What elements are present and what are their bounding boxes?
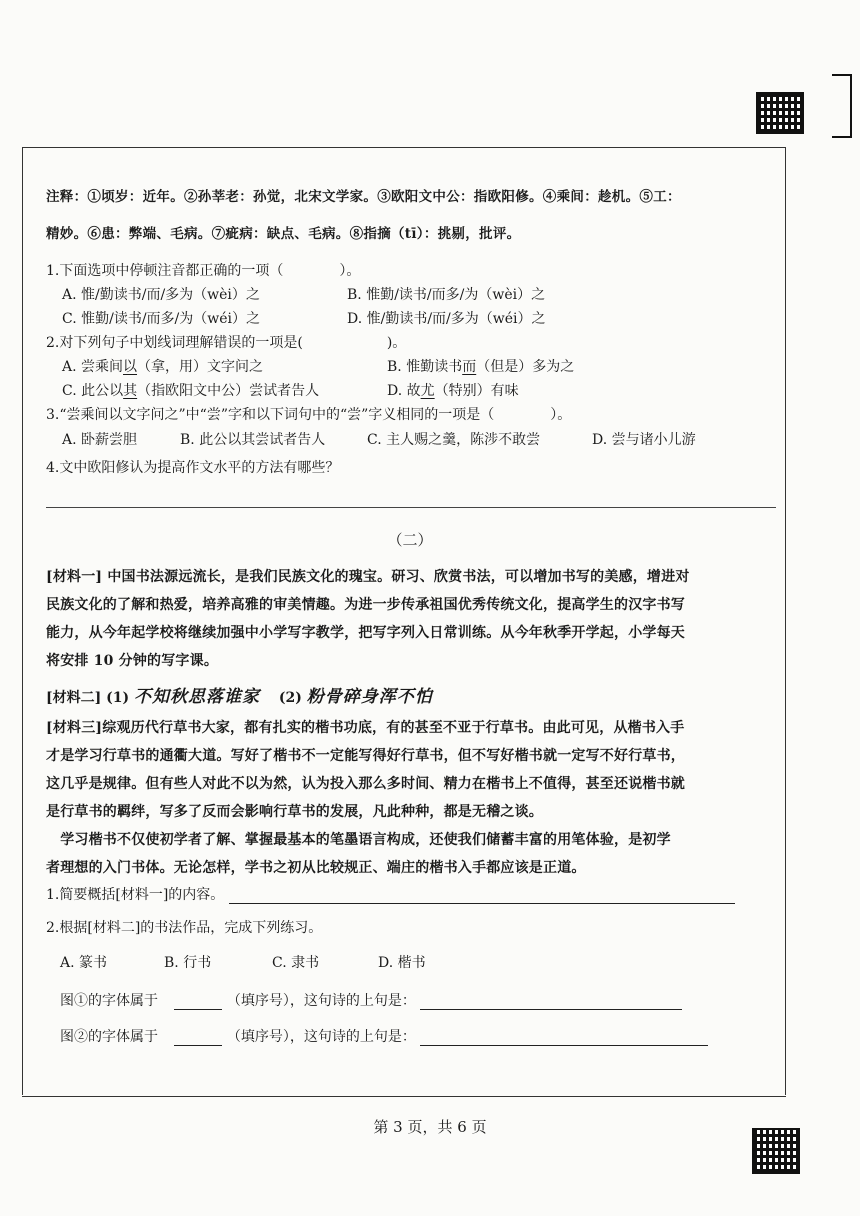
- notes-line-1: 注释：①顷岁：近年。②孙莘老：孙觉，北宋文学家。③欧阳文中公：指欧阳修。④乘间：趁机。⑤工：: [46, 189, 681, 205]
- underlined-word: 而: [462, 359, 477, 375]
- material-3-line-4: 是行草书的羁绊，写多了反而会影响行草书的发展，凡此种种，都是无稽之谈。: [46, 804, 543, 820]
- barcode-top-right: [756, 92, 804, 134]
- answer-blank[interactable]: [420, 1031, 708, 1046]
- question-1-option-a: A. 惟/勤读书/而/多为（wèi）之: [62, 287, 260, 303]
- question-3-option-b: B. 此公以其尝试者告人: [180, 432, 326, 448]
- material-2-index: (2): [278, 690, 302, 706]
- answer-blank[interactable]: [174, 1031, 222, 1046]
- material-2-label: [材料二] (1): [46, 690, 130, 706]
- option-text: （特别）有味: [434, 383, 519, 399]
- section-divider: [46, 507, 776, 508]
- s2-question-2-option-b: B. 行书: [164, 955, 212, 971]
- s2-question-2-stem: 2.根据[材料二]的书法作品，完成下列练习。: [46, 920, 323, 936]
- question-1-option-c: C. 惟勤/读书/而多/为（wéi）之: [62, 311, 261, 327]
- notes-line-2: 精妙。⑥患：弊端、毛病。⑦疵病：缺点、毛病。⑧指摘（tī）：挑剔，批评。: [46, 226, 521, 242]
- material-1-line-2: 民族文化的了解和热爱，培养高雅的审美情趣。为进一步传承祖国优秀传统文化，提高学生的汉字书写: [46, 597, 685, 613]
- figure-2-prompt: 图②的字体属于: [60, 1029, 158, 1045]
- material-3-line-2: 才是学习行草书的通衢大道。写好了楷书不一定能写得好行草书，但不写好楷书就一定写不好行草书，: [46, 748, 685, 764]
- question-4-stem: 4.文中欧阳修认为提高作文水平的方法有哪些？: [46, 460, 340, 476]
- question-1-stem: 1.下面选项中停顿注音都正确的一项（ ）。: [46, 263, 361, 279]
- figure-1-prompt: 图①的字体属于: [60, 993, 158, 1009]
- s2-question-2-option-a: A. 篆书: [60, 955, 108, 971]
- question-1-option-d: D. 惟/勤读书/而/多为（wéi）之: [347, 311, 546, 327]
- question-3-option-c: C. 主人赐之羹，陈涉不敢尝: [367, 432, 541, 448]
- option-text: C. 此公以: [62, 383, 124, 399]
- material-1-line-4: 将安排 10 分钟的写字课。: [46, 653, 219, 669]
- question-2-option-c: [62, 380, 319, 400]
- question-2-option-d: [387, 380, 519, 400]
- answer-blank[interactable]: [420, 995, 682, 1010]
- calligraphy-2: 粉骨碎身浑不怕: [306, 687, 433, 707]
- s2-question-1: [46, 884, 735, 904]
- question-2-option-b: [387, 356, 574, 376]
- option-text: （但是）多为之: [476, 359, 575, 375]
- question-3-option-a: A. 卧薪尝胆: [62, 432, 138, 448]
- calligraphy-1: 不知秋思落谁家: [134, 687, 260, 707]
- option-text: D. 故: [387, 383, 421, 399]
- underlined-word: 其: [123, 383, 138, 399]
- figure-2-row: [60, 1026, 708, 1046]
- material-3-line-3: 这几乎是规律。但有些人对此不以为然，认为投入那么多时间、精力在楷书上不值得，甚至还说楷书就: [46, 776, 685, 792]
- material-2-row: [46, 682, 433, 707]
- question-2-option-a: [62, 356, 263, 376]
- option-text: B. 惟勤读书: [387, 359, 463, 375]
- question-3-stem: 3.“尝乘间以文字问之”中“尝”字和以下词句中的“尝”字义相同的一项是（ ）。: [46, 407, 572, 423]
- material-1-line-3: 能力，从今年起学校将继续加强中小学写字教学，把写字列入日常训练。从今年秋季开学起，小学每天: [46, 625, 685, 641]
- question-3-option-d: D. 尝与诸小儿游: [592, 432, 696, 448]
- s2-question-1-stem: 1.简要概括[材料一]的内容。: [46, 887, 225, 903]
- option-text: （指欧阳文中公）尝试者告人: [137, 383, 320, 399]
- underlined-word: 以: [123, 359, 138, 375]
- figure-1-row: [60, 990, 682, 1010]
- answer-blank[interactable]: [229, 889, 735, 904]
- option-text: A. 尝乘间: [62, 359, 124, 375]
- registration-mark: [832, 74, 852, 138]
- answer-blank[interactable]: [174, 995, 222, 1010]
- frame-bottom-rule: [22, 1096, 786, 1097]
- page-number: 第 3 页，共 6 页: [373, 1118, 487, 1136]
- material-3-line-1: [材料三]综观历代行草书大家，都有扎实的楷书功底，有的甚至不亚于行草书。由此可见，从楷书入手: [46, 720, 685, 736]
- section-2-heading: （二）: [387, 531, 433, 549]
- material-1-line-1: [材料一] 中国书法源远流长，是我们民族文化的瑰宝。研习、欣赏书法，可以增加书写的美感，增进对: [46, 569, 690, 585]
- question-1-option-b: B. 惟勤/读书/而多/为（wèi）之: [347, 287, 546, 303]
- material-3-line-6: 者理想的入门书体。无论怎样，学书之初从比较规正、端庄的楷书入手都应该是正道。: [46, 860, 586, 876]
- s2-question-2-option-c: C. 隶书: [272, 955, 320, 971]
- question-2-stem: 2.对下列句子中划线词理解错误的一项是( )。: [46, 335, 407, 351]
- figure-2-prompt-mid: （填序号），这句诗的上句是：: [226, 1029, 416, 1045]
- underlined-word: 尤: [420, 383, 435, 399]
- material-3-line-5: 学习楷书不仅使初学者了解、掌握最基本的笔墨语言构成，还使我们储蓄丰富的用笔体验，是初学: [46, 832, 671, 848]
- s2-question-2-option-d: D. 楷书: [378, 955, 426, 971]
- option-text: （拿，用）文字问之: [137, 359, 264, 375]
- figure-1-prompt-mid: （填序号），这句诗的上句是：: [226, 993, 416, 1009]
